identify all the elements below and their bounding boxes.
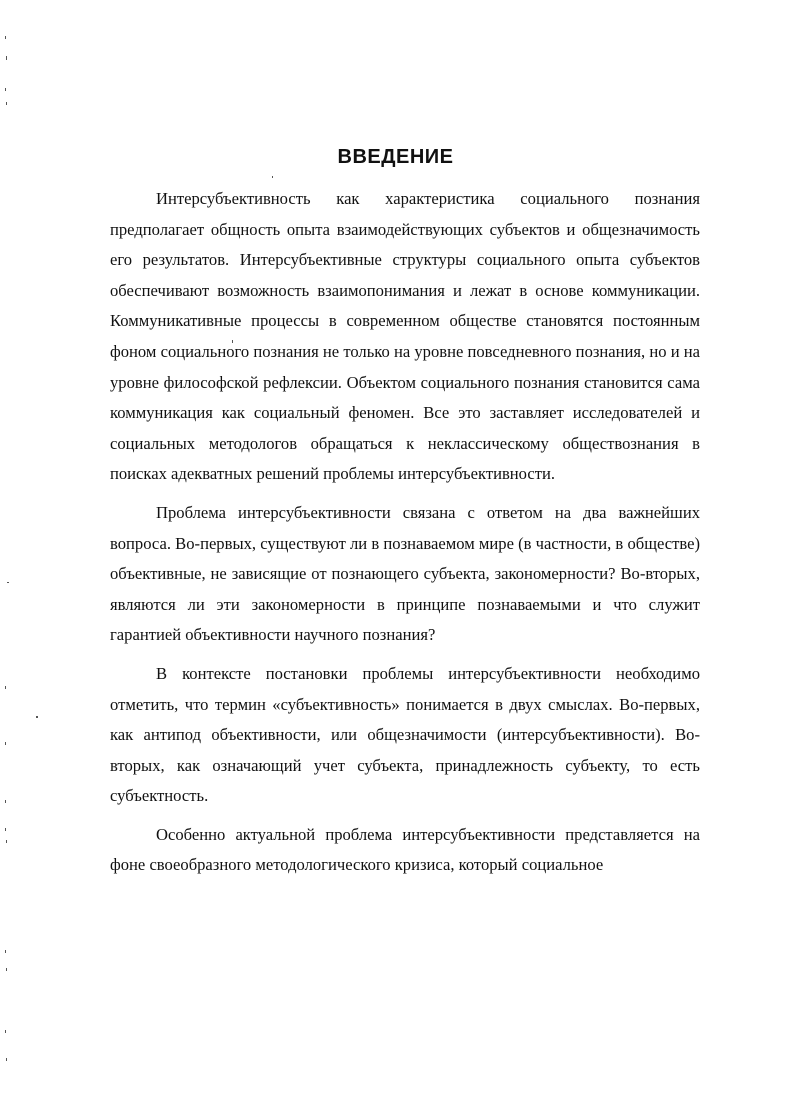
body-text [110, 184, 700, 889]
paragraph-2: Проблема интерсубъективности связана с ответом на два важнейших вопроса. Во-первых, существуют ли в познаваемом мире (в частности, в обществе) объективные, не зависящие от познающего субъекта, закономерности? Во-вторых, являются ли эти закономерности в принципе познаваемыми и что служит гарантией объективности научного познания? [110, 502, 700, 645]
paragraph-3: В контексте постановки проблемы интерсубъективности необходимо отметить, что термин «субъективность» понимается в двух смыслах. Во-первых, как антипод объективности, или общезначимости (интерсубъективности). Во-вторых, как означающий учет субъекта, принадлежность субъекту, то есть субъектность. [110, 663, 700, 806]
paragraph-1: Интерсубъективность как характеристика социального познания предполагает общность опыта взаимодействующих субъектов и общезначимость его результатов. Интерсубъективные структуры социального опыта субъектов обеспечивают возможность взаимопонимания и лежат в основе коммуникации. Коммуникативные процессы в современном обществе становятся постоянным фоном социального познания не только на уровне повседневного познания, но и на уровне философской рефлексии. Объектом социального познания становится сама коммуникация как социальный феномен. Все это заставляет исследователей и социальных методологов обращаться к неклассическому обществознания в поисках адекватных решений проблемы интерсубъективности. [110, 189, 700, 484]
paragraph-4: Особенно актуальной проблема интерсубъективности представляется на фоне своеобразного методологического кризиса, который социальное [110, 824, 700, 875]
page-title: ВВЕДЕНИЕ [337, 146, 454, 168]
